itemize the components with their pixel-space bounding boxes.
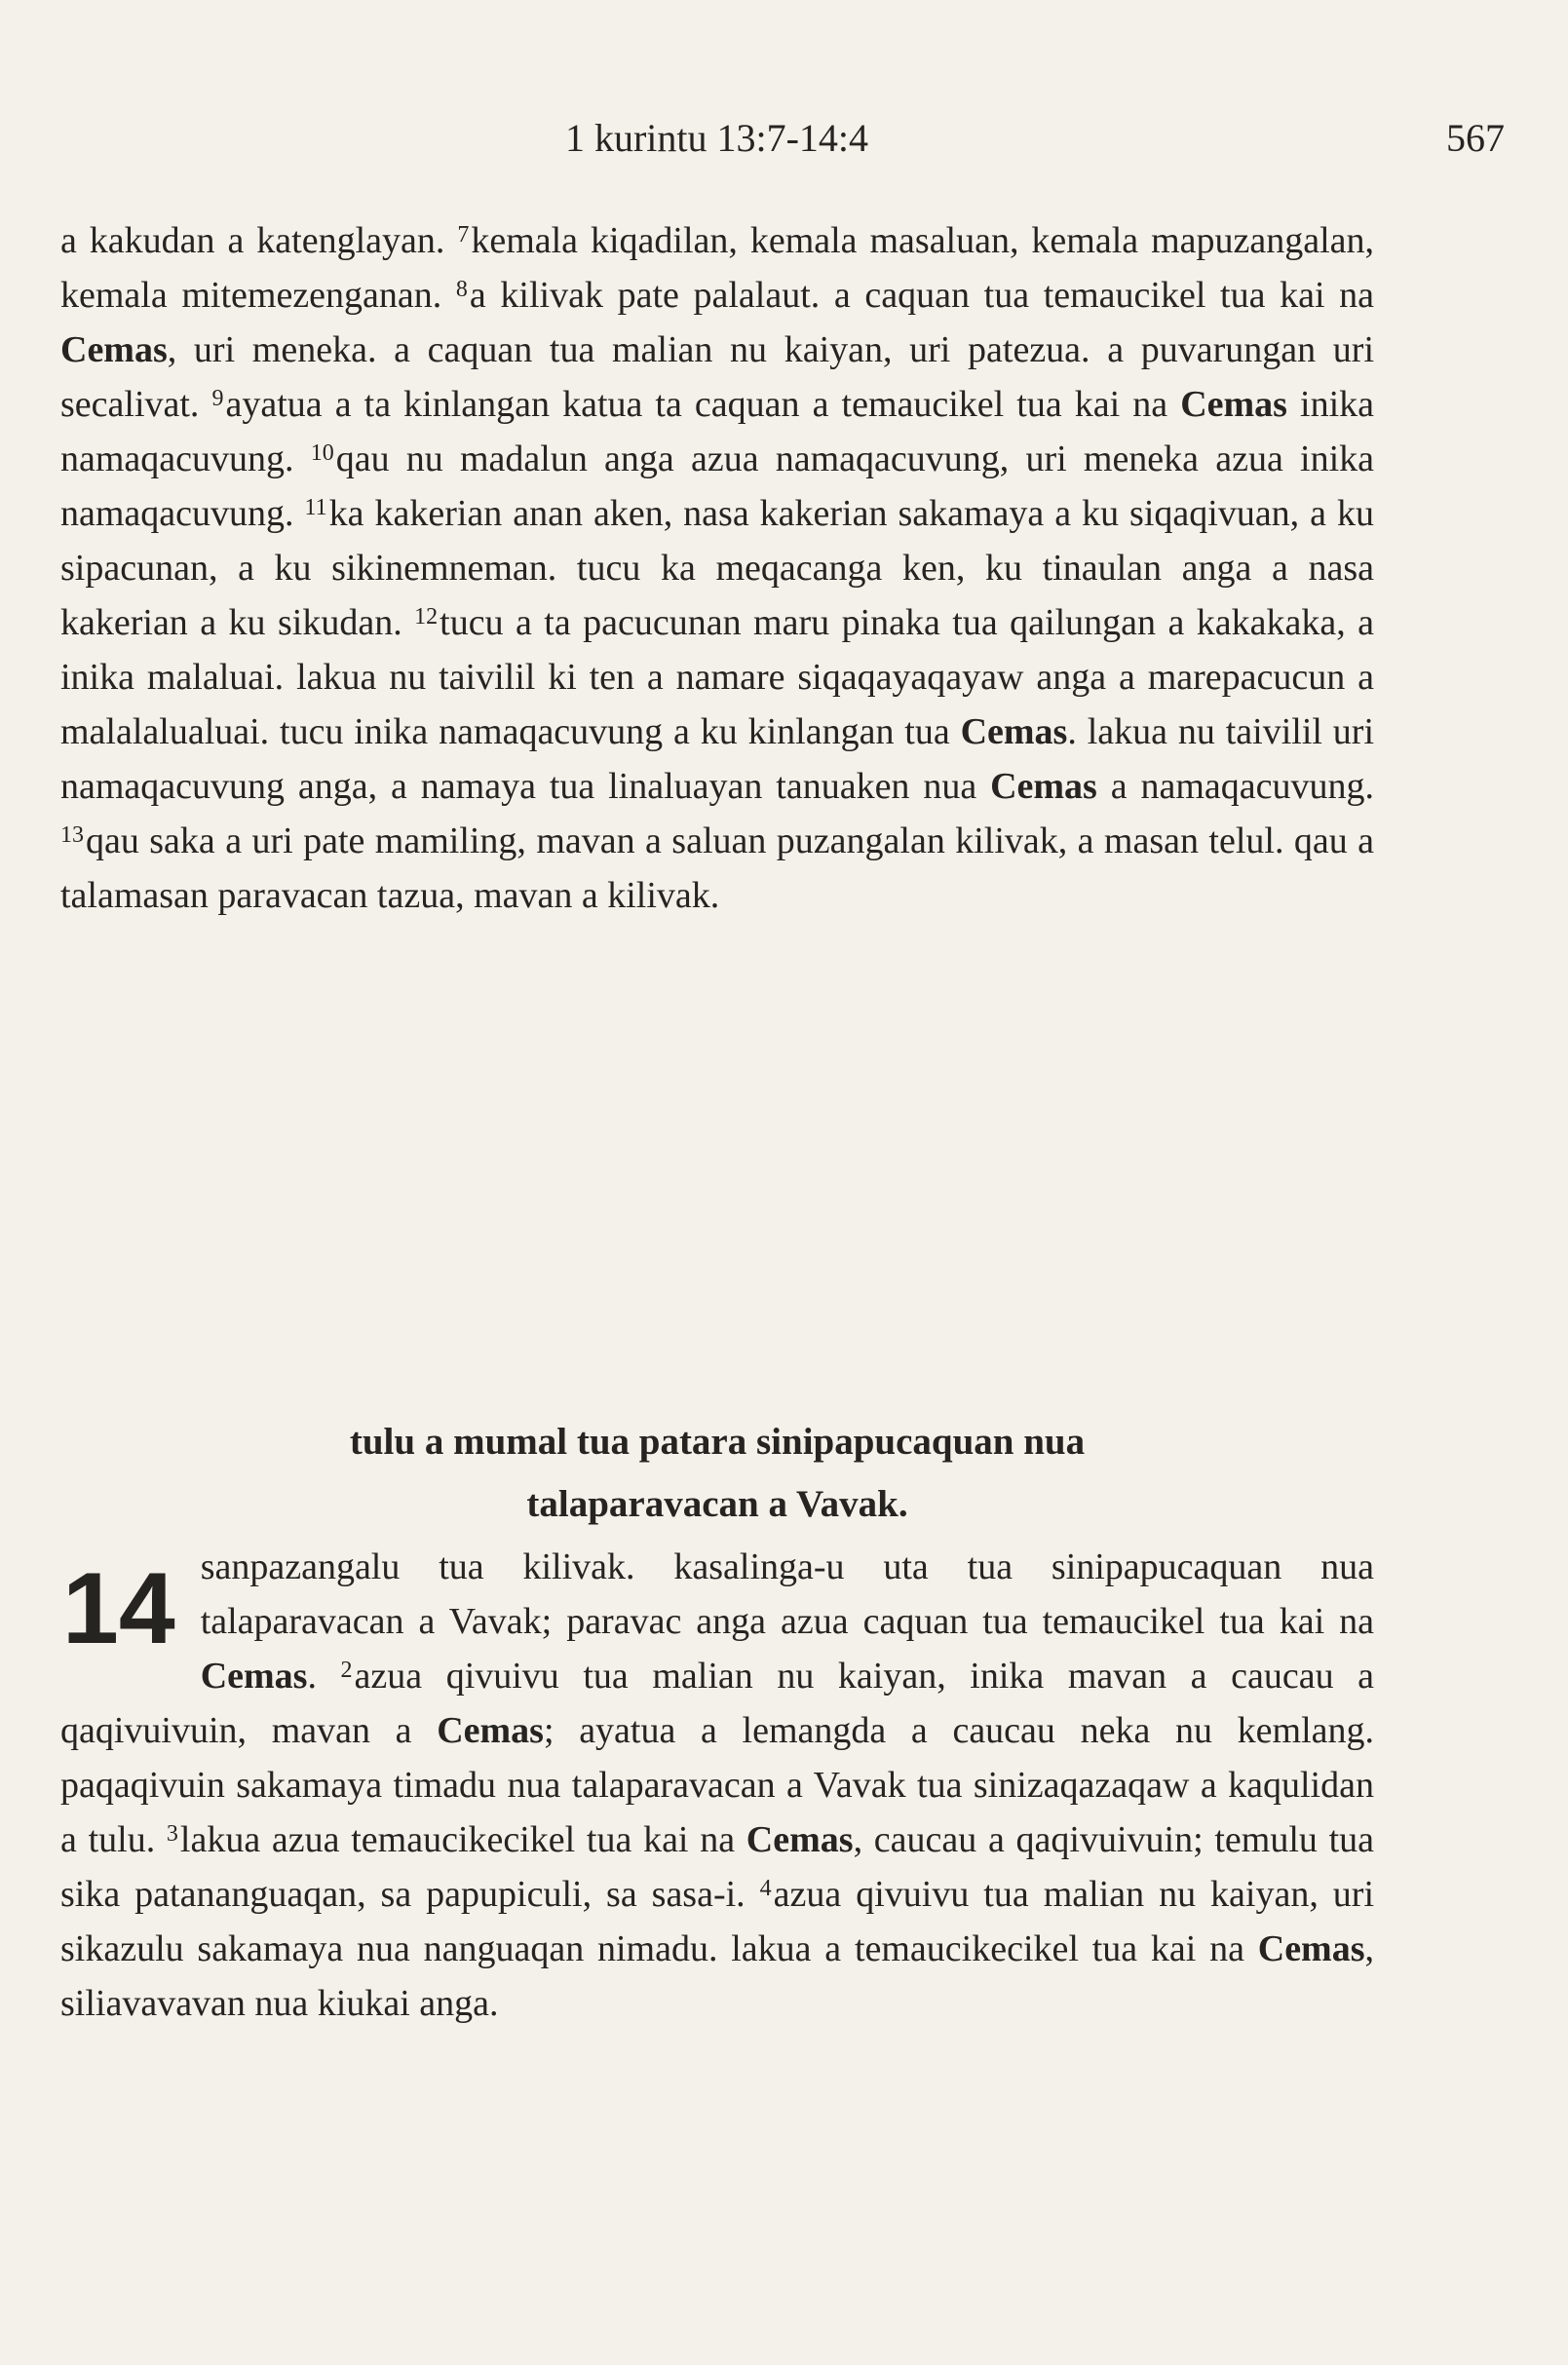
chapter-number: 14 (62, 1552, 175, 1665)
verse-text: azua qivuivu tua malian nu kaiyan, inika mavan a caucau a qaqivuivuin, mavan a (60, 1656, 1375, 1751)
verse-text: lakua azua temaucikecikel tua kai na (179, 1819, 736, 1860)
divine-name: Cemas (437, 1710, 544, 1751)
divine-name: Cemas (960, 711, 1068, 752)
running-head: 1 kurintu 13:7-14:4 (564, 116, 869, 160)
verse-number: 7 (457, 222, 470, 248)
page-header (60, 115, 1505, 173)
verse-text: ka kakerian anan aken, nasa kakerian sakamaya a ku siqaqivuan, a ku sipacunan, a ku sikinemneman. tucu ka meqacanga ken, ku tinaulan anga a nasa kakerian a ku sikudan. (60, 493, 1375, 643)
chapter-13-text (60, 213, 1374, 923)
verse-number: 9 (211, 386, 224, 411)
verse-text: a kilivak pate palalaut. a caquan tua temaucikel tua kai na (469, 275, 1375, 316)
verse-text: kemala kiqadilan, kemala masaluan, kemala mapuzangalan, kemala mitemezenganan. (60, 220, 1375, 316)
verse-number: 4 (759, 1876, 772, 1901)
divine-name: Cemas (200, 1656, 308, 1697)
divine-name: Cemas (1257, 1928, 1365, 1969)
page-number: 567 (1446, 116, 1505, 160)
divine-name: Cemas (746, 1819, 854, 1860)
verse-number: 8 (455, 277, 468, 302)
verse-number: 2 (340, 1658, 353, 1683)
verse-number: 10 (310, 440, 334, 466)
section-heading-line: talaparavacan a Vavak. (526, 1483, 908, 1525)
verse-text: , uri meneka. a caquan tua malian nu kaiyan, uri patezua. a puvarungan uri secalivat. (60, 329, 1374, 425)
verse-text: , caucau a qaqivuivuin; temulu tua sika patananguaqan, sa papupiculi, sa sasa-i. (60, 1819, 1375, 1915)
verse-text: inika namaqacuvung. (60, 384, 1375, 479)
verse-text: , siliavavavan nua kiukai anga. (60, 1928, 1375, 2024)
verse-text: qau saka a uri pate mamiling, mavan a saluan puzangalan kilivak, a masan telul. qau a talamasan paravacan tazua, mavan a kilivak. (60, 820, 1374, 916)
verse-text: qau nu madalun anga azua namaqacuvung, uri meneka azua inika namaqacuvung. (60, 439, 1375, 534)
verse-text: ayatua a ta kinlangan katua ta caquan a temaucikel tua kai na (225, 384, 1168, 425)
divine-name: Cemas (60, 329, 168, 370)
verse-text: . (307, 1656, 317, 1697)
verse-number: 11 (304, 495, 327, 520)
verse-number: 12 (414, 604, 439, 629)
verse-text: sanpazangalu tua kilivak. kasalinga-u uta tua sinipapucaquan nua talaparavacan a Vavak; paravac anga azua caquan tua temaucikel tua kai na (200, 1546, 1374, 1642)
verse-text: azua qivuivu tua malian nu kaiyan, uri sikazulu sakamaya nua nanguaqan nimadu. lakua a temaucikecikel tua kai na (60, 1874, 1375, 1969)
divine-name: Cemas (990, 766, 1097, 807)
paragraph (60, 1540, 1374, 2031)
verse-number: 13 (60, 822, 84, 848)
verse-text: tucu a ta pacucunan maru pinaka tua qailungan a kakakaka, a inika malaluai. lakua nu taivilil ki ten a namare siqaqayaqayaw anga a marepacucun a malalalualuai. tucu inika namaqacuvung a ku kinlangan tua (60, 602, 1375, 752)
verse-text: a kakudan a katenglayan. (60, 220, 445, 261)
verse-text: . lakua nu taivilil uri namaqacuvung anga, a namaya tua linaluayan tanuaken nua (60, 711, 1374, 807)
paragraph (60, 213, 1374, 923)
verse-text: a namaqacuvung. (1110, 766, 1375, 807)
verse-text: ; ayatua a lemangda a caucau neka nu kemlang. paqaqivuin sakamaya timadu nua talaparavacan a Vavak tua sinizaqazaqaw a kaqulidan a tulu. (60, 1710, 1374, 1860)
divine-name: Cemas (1180, 384, 1287, 425)
section-heading-line: tulu a mumal tua patara sinipapucaquan nua (349, 1421, 1086, 1463)
verse-number: 3 (166, 1821, 178, 1847)
section-heading (60, 1411, 1374, 1536)
chapter-14-text (60, 1540, 1374, 2031)
